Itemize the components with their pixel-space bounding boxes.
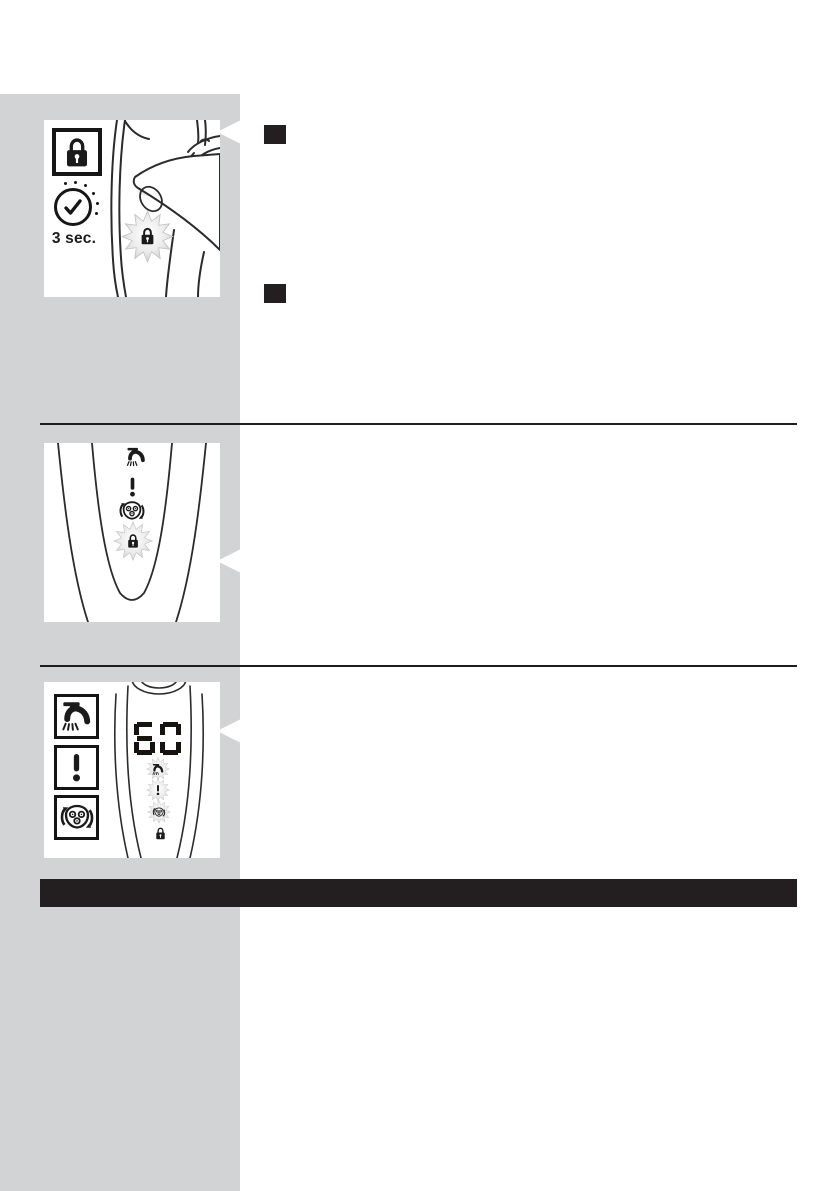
- step-marker-2: [264, 284, 286, 303]
- section-divider: [40, 665, 797, 667]
- minutes-remaining-display: [134, 722, 181, 755]
- seven-segment-digit: [134, 722, 155, 755]
- attention-icon: [157, 785, 160, 795]
- timer-duration-label: 3 sec.: [51, 230, 97, 247]
- attention-boxed-icon: [54, 745, 99, 790]
- shaver-display-panel-drawing: [44, 443, 220, 622]
- tap-rinse-icon: [128, 448, 143, 466]
- clock-timer-icon: [54, 188, 92, 226]
- tick-dot: [92, 192, 95, 195]
- tap-rinse-icon: [61, 701, 92, 732]
- tick-dot: [95, 212, 98, 215]
- attention-icon: [62, 753, 91, 782]
- section-divider: [40, 423, 797, 425]
- tick-dot: [64, 182, 67, 185]
- attention-icon: [130, 478, 135, 497]
- hand-pressing-power-button-drawing: [104, 120, 220, 297]
- flashing-starburst-icon: [147, 800, 170, 823]
- illustration-cleaning-reminder: [44, 682, 220, 858]
- shaver-display-drawing: [100, 682, 220, 858]
- illustration-display-panel: [44, 443, 220, 622]
- callout-arrow: [217, 549, 241, 573]
- tick-dot: [84, 184, 87, 187]
- section-highlight-bar: [40, 879, 797, 907]
- tick-dot: [74, 181, 77, 184]
- cleaning-reminder-icon: [121, 502, 144, 519]
- tick-dot: [96, 202, 99, 205]
- illustration-travel-lock: [44, 120, 220, 297]
- callout-arrow: [217, 719, 241, 743]
- step-marker-1: [264, 125, 286, 144]
- cleaning-reminder-boxed-icon: [54, 795, 99, 840]
- seven-segment-digit: [160, 722, 181, 755]
- callout-arrow: [217, 120, 241, 144]
- cleaning-reminder-icon: [60, 803, 94, 832]
- tap-rinse-boxed-icon: [54, 694, 99, 739]
- clock-hand-check-icon: [57, 191, 89, 223]
- padlock-icon: [65, 137, 89, 168]
- padlock-boxed-icon: [52, 128, 102, 176]
- flashing-starburst-icon: [146, 757, 169, 780]
- travel-lock-icon: [156, 828, 164, 839]
